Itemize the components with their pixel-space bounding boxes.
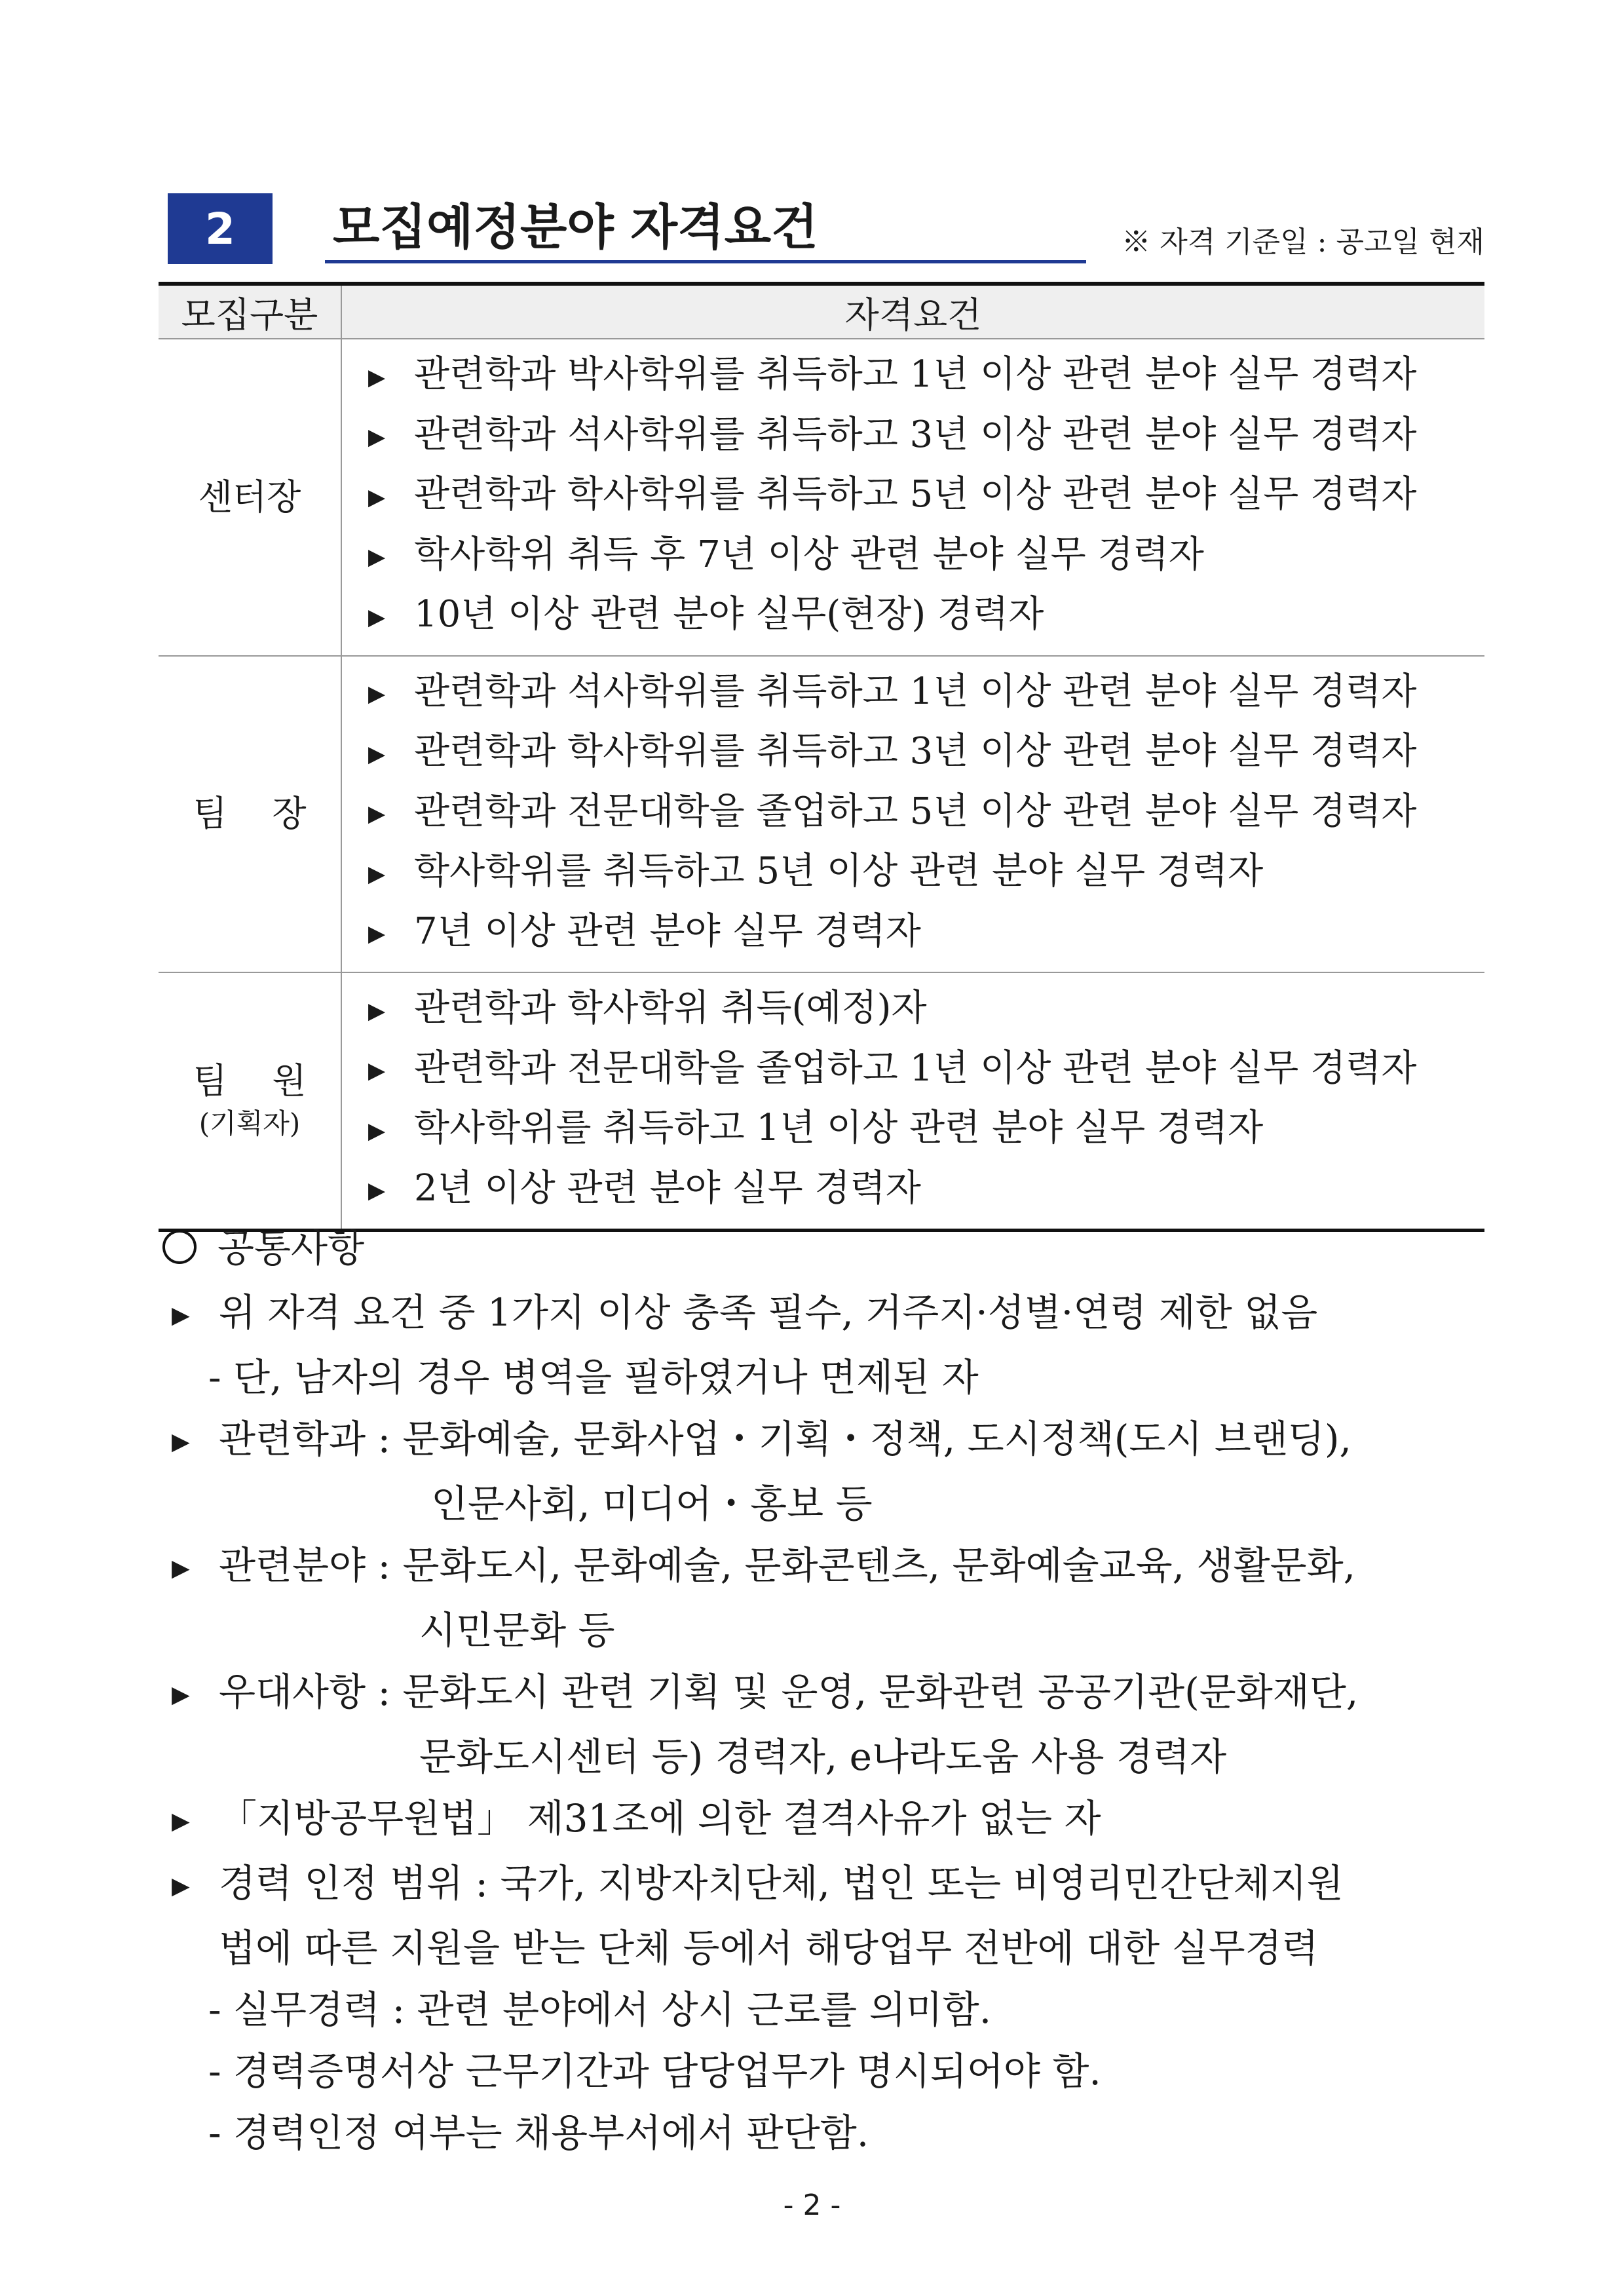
category-team-member xyxy=(159,972,341,1231)
circle-bullet-icon xyxy=(162,1230,197,1264)
list-item: ▶ 학사학위 취득 후 7년 이상 관련 분야 실무 경력자 xyxy=(342,526,1484,586)
triangle-bullet-icon: ▶ xyxy=(172,1807,190,1835)
common-item: ▶ 관련분야 : 문화도시, 문화예술, 문화콘텐츠, 문화예술교육, 생활문화, xyxy=(162,1535,1486,1599)
common-subitem: - 실무경력 : 관련 분야에서 상시 근로를 의미함. xyxy=(208,1987,992,2032)
list-item: ▶ 7년 이상 관련 분야 실무 경력자 xyxy=(342,903,1484,963)
list-item: ▶ 학사학위를 취득하고 1년 이상 관련 분야 실무 경력자 xyxy=(342,1100,1484,1160)
triangle-bullet-icon: ▶ xyxy=(368,740,386,767)
requirements-table xyxy=(159,282,1484,1232)
requirement-list xyxy=(341,972,1484,1231)
triangle-bullet-icon: ▶ xyxy=(368,801,386,827)
common-item: ▶ 경력 인정 범위 : 국가, 지방자치단체, 법인 또는 비영리민간단체지원 xyxy=(162,1852,1486,1917)
list-item: ▶ 관련학과 학사학위를 취득하고 5년 이상 관련 분야 실무 경력자 xyxy=(342,466,1484,526)
triangle-bullet-icon: ▶ xyxy=(368,424,386,450)
triangle-bullet-icon: ▶ xyxy=(368,484,386,510)
list-item: ▶ 학사학위를 취득하고 5년 이상 관련 분야 실무 경력자 xyxy=(342,843,1484,903)
list-item: ▶ 관련학과 석사학위를 취득하고 3년 이상 관련 분야 실무 경력자 xyxy=(342,406,1484,467)
triangle-bullet-icon: ▶ xyxy=(172,1554,190,1582)
header-requirements: 자격요건 xyxy=(341,284,1484,339)
table-row xyxy=(159,339,1484,656)
triangle-bullet-icon: ▶ xyxy=(172,1872,190,1900)
common-item: ▶ 관련학과 : 문화예술, 문화사업・기획・정책, 도시정책(도시 브랜딩), xyxy=(162,1408,1486,1473)
common-item-continuation: 시민문화 등 xyxy=(419,1607,615,1653)
list-item: ▶ 관련학과 전문대학을 졸업하고 1년 이상 관련 분야 실무 경력자 xyxy=(342,1040,1484,1100)
section-header xyxy=(168,193,1484,265)
requirement-list xyxy=(341,339,1484,656)
triangle-bullet-icon: ▶ xyxy=(368,1117,386,1144)
triangle-bullet-icon: ▶ xyxy=(368,544,386,570)
common-item-continuation: 법에 따른 지원을 받는 단체 등에서 해당업무 전반에 대한 실무경력 xyxy=(219,1925,1319,1970)
triangle-bullet-icon: ▶ xyxy=(368,860,386,887)
triangle-bullet-icon: ▶ xyxy=(368,997,386,1024)
list-item: ▶ 10년 이상 관련 분야 실무(현장) 경력자 xyxy=(342,586,1484,646)
category-center-director: 센터장 xyxy=(159,339,341,656)
category-team-member-sub: (기획자) xyxy=(198,1107,301,1139)
common-item: ▶ 우대사항 : 문화도시 관련 기획 및 운영, 문화관련 공공기관(문화재단, xyxy=(162,1661,1486,1726)
list-item: ▶ 관련학과 전문대학을 졸업하고 5년 이상 관련 분야 실무 경력자 xyxy=(342,783,1484,843)
reference-date-note: ※ 자격 기준일 : 공고일 현재 xyxy=(1122,225,1484,259)
triangle-bullet-icon: ▶ xyxy=(368,921,386,947)
common-heading: 공통사항 xyxy=(162,1219,1486,1278)
triangle-bullet-icon: ▶ xyxy=(172,1428,190,1455)
common-item: ▶ 「지방공무원법」 제31조에 의한 결격사유가 없는 자 xyxy=(162,1788,1486,1852)
section-number-badge: 2 xyxy=(168,193,273,264)
page-number: - 2 - xyxy=(783,2189,841,2222)
list-item: ▶ 관련학과 석사학위를 취득하고 1년 이상 관련 분야 실무 경력자 xyxy=(342,663,1484,723)
triangle-bullet-icon: ▶ xyxy=(368,603,386,630)
common-subitem: - 경력인정 여부는 채용부서에서 판단함. xyxy=(208,2110,869,2155)
list-item: ▶ 2년 이상 관련 분야 실무 경력자 xyxy=(342,1160,1484,1220)
common-item-continuation: 문화도시센터 등) 경력자, e나라도움 사용 경력자 xyxy=(419,1734,1227,1779)
list-item: ▶ 관련학과 학사학위를 취득하고 3년 이상 관련 분야 실무 경력자 xyxy=(342,723,1484,783)
category-team-leader: 팀 장 xyxy=(159,656,341,973)
triangle-bullet-icon: ▶ xyxy=(172,1301,190,1329)
triangle-bullet-icon: ▶ xyxy=(368,364,386,391)
common-item-continuation: 인문사회, 미디어・홍보 등 xyxy=(431,1481,873,1526)
list-item: ▶ 관련학과 학사학위 취득(예정)자 xyxy=(342,980,1484,1040)
common-item: ▶ 위 자격 요건 중 1가지 이상 충족 필수, 거주지·성별·연령 제한 없음 xyxy=(162,1282,1486,1347)
triangle-bullet-icon: ▶ xyxy=(172,1681,190,1708)
list-item: ▶ 관련학과 박사학위를 취득하고 1년 이상 관련 분야 실무 경력자 xyxy=(342,346,1484,406)
table-row xyxy=(159,656,1484,973)
header-category: 모집구분 xyxy=(159,284,341,339)
section-title: 모집예정분야 자격요건 xyxy=(325,195,1086,263)
triangle-bullet-icon: ▶ xyxy=(368,1177,386,1204)
common-subitem: - 단, 남자의 경우 병역을 필하였거나 면제된 자 xyxy=(208,1354,979,1400)
triangle-bullet-icon: ▶ xyxy=(368,1058,386,1084)
table-header-row xyxy=(159,284,1484,339)
requirement-list xyxy=(341,656,1484,973)
category-team-member-label: 팀 원 xyxy=(193,1060,307,1101)
table-row xyxy=(159,972,1484,1231)
common-requirements xyxy=(162,1219,1486,2164)
triangle-bullet-icon: ▶ xyxy=(368,681,386,707)
common-subitem: - 경력증명서상 근무기간과 담당업무가 명시되어야 함. xyxy=(208,2048,1101,2094)
